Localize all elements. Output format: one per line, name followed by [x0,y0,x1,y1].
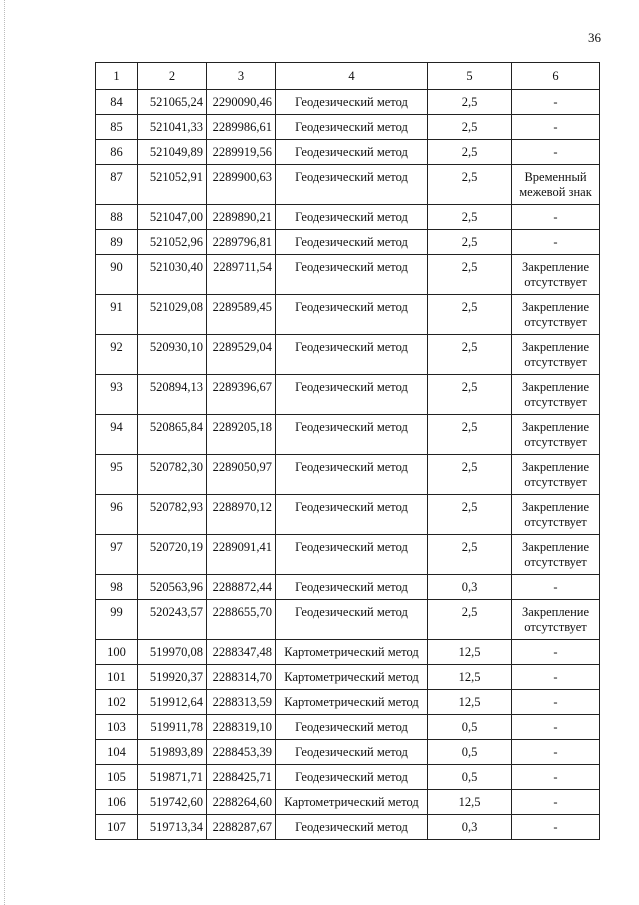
point-number-cell: 102 [96,690,138,715]
table-row [96,535,600,575]
page-number: 36 [588,30,601,45]
y-coordinate-cell: 2288313,59 [207,690,276,715]
x-coordinate-cell: 519911,78 [138,715,207,740]
method-cell: Картометрический метод [276,665,428,690]
accuracy-cell: 12,5 [428,790,512,815]
accuracy-cell: 2,5 [428,205,512,230]
method-cell: Геодезический метод [276,600,428,640]
x-coordinate-cell: 520865,84 [138,415,207,455]
x-coordinate-cell: 521052,91 [138,165,207,205]
method-cell: Картометрический метод [276,790,428,815]
column-header: 2 [138,63,207,90]
method-cell: Геодезический метод [276,115,428,140]
y-coordinate-cell: 2289890,21 [207,205,276,230]
accuracy-cell: 2,5 [428,375,512,415]
method-cell: Геодезический метод [276,165,428,205]
table-row [96,765,600,790]
table-row [96,165,600,205]
accuracy-cell: 0,5 [428,765,512,790]
table-row [96,375,600,415]
y-coordinate-cell: 2288347,48 [207,640,276,665]
method-cell: Геодезический метод [276,295,428,335]
x-coordinate-cell: 521041,33 [138,115,207,140]
marker-description-cell: - [512,740,600,765]
coordinates-table [95,62,600,840]
table-row [96,295,600,335]
x-coordinate-cell: 520720,19 [138,535,207,575]
table-row [96,140,600,165]
column-header: 5 [428,63,512,90]
point-number-cell: 94 [96,415,138,455]
x-coordinate-cell: 521052,96 [138,230,207,255]
marker-description-cell: - [512,640,600,665]
y-coordinate-cell: 2289900,63 [207,165,276,205]
x-coordinate-cell: 520930,10 [138,335,207,375]
accuracy-cell: 2,5 [428,115,512,140]
y-coordinate-cell: 2289711,54 [207,255,276,295]
accuracy-cell: 12,5 [428,665,512,690]
marker-description-cell: Закрепление отсутствует [512,255,600,295]
point-number-cell: 99 [96,600,138,640]
x-coordinate-cell: 519920,37 [138,665,207,690]
table-row [96,640,600,665]
y-coordinate-cell: 2288970,12 [207,495,276,535]
marker-description-cell: - [512,790,600,815]
column-header: 4 [276,63,428,90]
x-coordinate-cell: 520782,93 [138,495,207,535]
method-cell: Геодезический метод [276,205,428,230]
method-cell: Картометрический метод [276,640,428,665]
method-cell: Геодезический метод [276,415,428,455]
table-row [96,715,600,740]
y-coordinate-cell: 2289589,45 [207,295,276,335]
marker-description-cell: Закрепление отсутствует [512,415,600,455]
method-cell: Геодезический метод [276,495,428,535]
point-number-cell: 86 [96,140,138,165]
point-number-cell: 91 [96,295,138,335]
method-cell: Геодезический метод [276,765,428,790]
x-coordinate-cell: 519871,71 [138,765,207,790]
y-coordinate-cell: 2289396,67 [207,375,276,415]
marker-description-cell: Закрепление отсутствует [512,335,600,375]
accuracy-cell: 12,5 [428,690,512,715]
accuracy-cell: 2,5 [428,255,512,295]
accuracy-cell: 2,5 [428,335,512,375]
y-coordinate-cell: 2288655,70 [207,600,276,640]
point-number-cell: 104 [96,740,138,765]
y-coordinate-cell: 2289796,81 [207,230,276,255]
point-number-cell: 96 [96,495,138,535]
marker-description-cell: - [512,140,600,165]
marker-description-cell: Закрепление отсутствует [512,455,600,495]
point-number-cell: 92 [96,335,138,375]
marker-description-cell: - [512,765,600,790]
y-coordinate-cell: 2289050,97 [207,455,276,495]
y-coordinate-cell: 2288314,70 [207,665,276,690]
x-coordinate-cell: 520243,57 [138,600,207,640]
accuracy-cell: 0,5 [428,715,512,740]
x-coordinate-cell: 519742,60 [138,790,207,815]
point-number-cell: 103 [96,715,138,740]
x-coordinate-cell: 521030,40 [138,255,207,295]
table-row [96,230,600,255]
table-row [96,665,600,690]
method-cell: Картометрический метод [276,690,428,715]
method-cell: Геодезический метод [276,455,428,495]
point-number-cell: 98 [96,575,138,600]
accuracy-cell: 2,5 [428,295,512,335]
method-cell: Геодезический метод [276,715,428,740]
x-coordinate-cell: 519713,34 [138,815,207,840]
marker-description-cell: - [512,205,600,230]
table-row [96,600,600,640]
method-cell: Геодезический метод [276,375,428,415]
marker-description-cell: - [512,575,600,600]
point-number-cell: 87 [96,165,138,205]
accuracy-cell: 2,5 [428,415,512,455]
marker-description-cell: - [512,690,600,715]
column-header: 6 [512,63,600,90]
marker-description-cell: - [512,115,600,140]
marker-description-cell: - [512,815,600,840]
accuracy-cell: 2,5 [428,140,512,165]
x-coordinate-cell: 519893,89 [138,740,207,765]
x-coordinate-cell: 520563,96 [138,575,207,600]
accuracy-cell: 0,5 [428,740,512,765]
point-number-cell: 100 [96,640,138,665]
table-row [96,815,600,840]
marker-description-cell: Закрепление отсутствует [512,375,600,415]
point-number-cell: 85 [96,115,138,140]
method-cell: Геодезический метод [276,740,428,765]
marker-description-cell: Закрепление отсутствует [512,295,600,335]
marker-description-cell: - [512,90,600,115]
method-cell: Геодезический метод [276,90,428,115]
point-number-cell: 106 [96,790,138,815]
method-cell: Геодезический метод [276,335,428,375]
method-cell: Геодезический метод [276,575,428,600]
page-edge-line [4,0,5,905]
point-number-cell: 88 [96,205,138,230]
table-row [96,495,600,535]
column-header: 1 [96,63,138,90]
table-row [96,335,600,375]
marker-description-cell: Закрепление отсутствует [512,600,600,640]
marker-description-cell: Закрепление отсутствует [512,495,600,535]
x-coordinate-cell: 521065,24 [138,90,207,115]
method-cell: Геодезический метод [276,255,428,295]
accuracy-cell: 0,3 [428,575,512,600]
y-coordinate-cell: 2289205,18 [207,415,276,455]
x-coordinate-cell: 521049,89 [138,140,207,165]
x-coordinate-cell: 520894,13 [138,375,207,415]
accuracy-cell: 2,5 [428,90,512,115]
point-number-cell: 95 [96,455,138,495]
table-row [96,115,600,140]
x-coordinate-cell: 519912,64 [138,690,207,715]
table-row [96,255,600,295]
y-coordinate-cell: 2289091,41 [207,535,276,575]
table-header-row [96,63,600,90]
y-coordinate-cell: 2288264,60 [207,790,276,815]
method-cell: Геодезический метод [276,535,428,575]
table-row [96,690,600,715]
method-cell: Геодезический метод [276,815,428,840]
table-row [96,415,600,455]
accuracy-cell: 2,5 [428,230,512,255]
x-coordinate-cell: 521029,08 [138,295,207,335]
point-number-cell: 107 [96,815,138,840]
method-cell: Геодезический метод [276,140,428,165]
method-cell: Геодезический метод [276,230,428,255]
table-row [96,740,600,765]
table-row [96,90,600,115]
table-row [96,205,600,230]
x-coordinate-cell: 520782,30 [138,455,207,495]
point-number-cell: 90 [96,255,138,295]
point-number-cell: 105 [96,765,138,790]
marker-description-cell: - [512,715,600,740]
accuracy-cell: 0,3 [428,815,512,840]
y-coordinate-cell: 2288453,39 [207,740,276,765]
y-coordinate-cell: 2288425,71 [207,765,276,790]
y-coordinate-cell: 2288287,67 [207,815,276,840]
y-coordinate-cell: 2290090,46 [207,90,276,115]
x-coordinate-cell: 519970,08 [138,640,207,665]
marker-description-cell: - [512,230,600,255]
point-number-cell: 101 [96,665,138,690]
y-coordinate-cell: 2289529,04 [207,335,276,375]
accuracy-cell: 2,5 [428,535,512,575]
marker-description-cell: Закрепление отсутствует [512,535,600,575]
point-number-cell: 89 [96,230,138,255]
point-number-cell: 93 [96,375,138,415]
y-coordinate-cell: 2289986,61 [207,115,276,140]
y-coordinate-cell: 2288319,10 [207,715,276,740]
marker-description-cell: Временный межевой знак [512,165,600,205]
x-coordinate-cell: 521047,00 [138,205,207,230]
accuracy-cell: 12,5 [428,640,512,665]
y-coordinate-cell: 2288872,44 [207,575,276,600]
accuracy-cell: 2,5 [428,495,512,535]
table-row [96,790,600,815]
marker-description-cell: - [512,665,600,690]
point-number-cell: 84 [96,90,138,115]
column-header: 3 [207,63,276,90]
point-number-cell: 97 [96,535,138,575]
table-row [96,455,600,495]
table-row [96,575,600,600]
accuracy-cell: 2,5 [428,165,512,205]
y-coordinate-cell: 2289919,56 [207,140,276,165]
accuracy-cell: 2,5 [428,455,512,495]
accuracy-cell: 2,5 [428,600,512,640]
